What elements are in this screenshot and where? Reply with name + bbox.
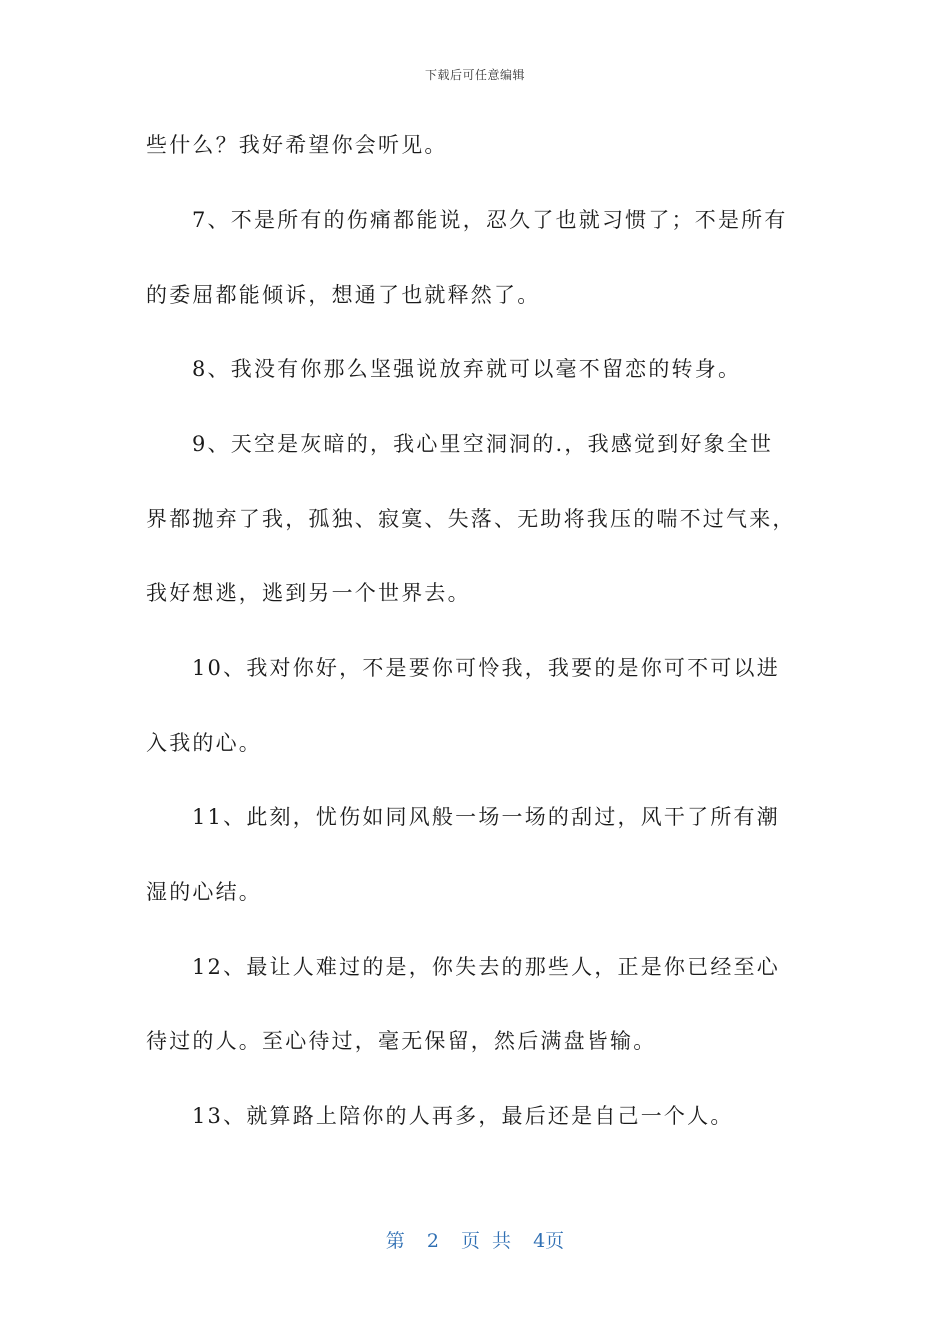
text-line-continuation: 待过的人。至心待过，毫无保留，然后满盘皆输。 xyxy=(146,1029,657,1053)
text-line-item-9: 9、天空是灰暗的，我心里空洞洞的.，我感觉到好象全世 xyxy=(192,432,774,456)
text-line-continuation: 些什么？我好希望你会听见。 xyxy=(146,133,448,157)
text-line-continuation: 我好想逃，逃到另一个世界去。 xyxy=(146,581,471,605)
page-footer xyxy=(0,1226,950,1253)
page-header: 下载后可任意编辑 xyxy=(424,68,525,82)
text-line-continuation: 湿的心结。 xyxy=(146,880,262,904)
footer-page-number: 2 xyxy=(426,1230,439,1252)
text-line-item-11: 11、此刻，忧伤如同风般一场一场的刮过，风干了所有潮 xyxy=(192,805,780,829)
footer-mid: 页 共 xyxy=(461,1230,512,1252)
footer-prefix: 第 xyxy=(385,1230,405,1252)
text-line-continuation: 入我的心。 xyxy=(146,731,262,755)
text-line-item-8: 8、我没有你那么坚强说放弃就可以毫不留恋的转身。 xyxy=(192,357,742,381)
text-line-item-7: 7、不是所有的伤痛都能说，忍久了也就习惯了；不是所有 xyxy=(192,208,788,232)
text-line-continuation: 的委屈都能倾诉，想通了也就释然了。 xyxy=(146,283,541,307)
text-line-item-13: 13、就算路上陪你的人再多，最后还是自己一个人。 xyxy=(192,1104,734,1128)
text-line-continuation: 界都抛弃了我，孤独、寂寞、失落、无助将我压的喘不过气来， xyxy=(146,507,796,531)
footer-total: 4页 xyxy=(533,1230,565,1252)
text-line-item-10: 10、我对你好，不是要你可怜我，我要的是你可不可以进 xyxy=(192,656,780,680)
text-line-item-12: 12、最让人难过的是，你失去的那些人，正是你已经至心 xyxy=(192,955,780,979)
